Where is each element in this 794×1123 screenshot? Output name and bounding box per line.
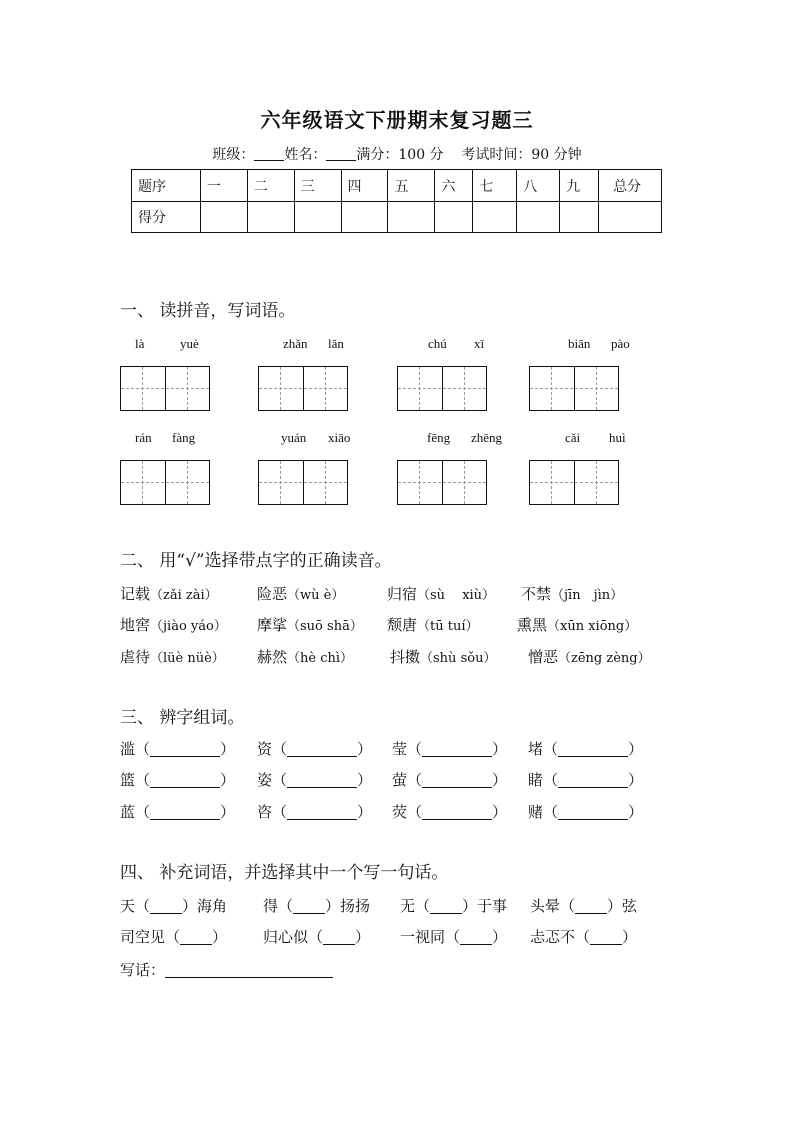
score-cell[interactable] [560, 202, 599, 233]
word-build-item[interactable]: 莹（ ） [392, 740, 508, 758]
header-cell: 题序 [132, 170, 201, 202]
header-cell: 二 [247, 170, 294, 202]
write-label: 写话： [120, 961, 166, 979]
writing-grid[interactable] [120, 366, 210, 411]
header-cell: 五 [388, 170, 435, 202]
header-cell: 四 [341, 170, 388, 202]
exam-time-label: 考试时间：90 分钟 [461, 147, 582, 163]
score-cell[interactable] [388, 202, 435, 233]
pinyin: lǎn [328, 336, 344, 351]
header-cell: 总分 [599, 170, 662, 202]
idiom-fill-item[interactable]: 司空见（ ） [120, 928, 228, 946]
reading-item[interactable]: 摩挲（suō shā） [257, 616, 363, 634]
pinyin: fēng [427, 430, 451, 445]
score-cell[interactable] [435, 202, 473, 233]
reading-item[interactable]: 归宿（sù xiù） [387, 585, 496, 603]
word-build-item[interactable]: 赌（ ） [528, 803, 644, 821]
write-line[interactable] [165, 962, 333, 978]
score-cell[interactable] [247, 202, 294, 233]
class-label: 班级： [212, 147, 255, 163]
page-title: 六年级语文下册期末复习题三 [260, 108, 534, 132]
score-cell[interactable] [517, 202, 560, 233]
idiom-fill-item[interactable]: 头晕（ ）弦 [530, 897, 638, 915]
reading-item[interactable]: 虐待（lüè nüè） [120, 648, 225, 666]
section1-heading: 一、 读拼音，写词语。 [120, 301, 296, 321]
idiom-fill-item[interactable]: 天（ ）海角 [120, 897, 228, 915]
class-blank[interactable] [254, 146, 284, 161]
reading-item[interactable]: 不禁（jīn jìn） [521, 585, 624, 603]
pinyin: xī [474, 336, 485, 351]
pinyin: yuán [281, 430, 307, 445]
student-info-line [0, 144, 794, 164]
word-build-item[interactable]: 蓝（ ） [120, 803, 236, 821]
score-row-label: 得分 [132, 202, 201, 233]
writing-grid[interactable] [258, 460, 348, 505]
writing-grid[interactable] [529, 460, 619, 505]
name-label: 姓名： [284, 147, 327, 163]
header-cell: 一 [200, 170, 247, 202]
pinyin: pào [611, 336, 630, 351]
pinyin: chú [428, 336, 447, 351]
score-table [131, 169, 662, 233]
pinyin: biān [568, 336, 591, 351]
writing-grid[interactable] [397, 366, 487, 411]
score-table-header-row [132, 170, 662, 202]
score-cell[interactable] [294, 202, 341, 233]
header-cell: 七 [473, 170, 517, 202]
word-build-item[interactable]: 睹（ ） [528, 771, 644, 789]
reading-item[interactable]: 地窖（jiào yáo） [120, 616, 227, 634]
word-build-item[interactable]: 滥（ ） [120, 740, 236, 758]
word-build-item[interactable]: 萤（ ） [392, 771, 508, 789]
pinyin: rán [135, 430, 152, 445]
idiom-fill-item[interactable]: 归心似（ ） [263, 928, 371, 946]
score-table-score-row [132, 202, 662, 233]
header-cell: 三 [294, 170, 341, 202]
score-cell[interactable] [599, 202, 662, 233]
pinyin: zhēng [471, 430, 503, 445]
word-build-item[interactable]: 篮（ ） [120, 771, 236, 789]
reading-item[interactable]: 记载（zǎi zài） [120, 585, 218, 603]
name-blank[interactable] [326, 146, 356, 161]
score-cell[interactable] [200, 202, 247, 233]
pinyin: huì [609, 430, 626, 445]
pinyin: xiāo [328, 430, 351, 445]
header-cell: 八 [517, 170, 560, 202]
word-build-item[interactable]: 姿（ ） [257, 771, 373, 789]
word-build-item[interactable]: 荧（ ） [392, 803, 508, 821]
pinyin: cǎi [565, 430, 581, 445]
writing-grid[interactable] [529, 366, 619, 411]
idiom-fill-item[interactable]: 一视同（ ） [400, 928, 508, 946]
writing-grid[interactable] [120, 460, 210, 505]
section2-heading: 二、 用“√”选择带点字的正确读音。 [120, 551, 392, 571]
idiom-fill-item[interactable]: 无（ ）于事 [400, 897, 508, 915]
reading-item[interactable]: 抖擞（shù sǒu） [390, 648, 497, 666]
score-cell[interactable] [341, 202, 388, 233]
word-build-item[interactable]: 咨（ ） [257, 803, 373, 821]
writing-grid[interactable] [258, 366, 348, 411]
reading-item[interactable]: 赫然（hè chì） [257, 648, 354, 666]
idiom-fill-item[interactable]: 得（ ）扬扬 [263, 897, 371, 915]
idiom-fill-item[interactable]: 忐忑不（ ） [530, 928, 638, 946]
reading-item[interactable]: 险恶（wù è） [257, 585, 345, 603]
header-cell: 六 [435, 170, 473, 202]
writing-grid[interactable] [397, 460, 487, 505]
section3-heading: 三、 辨字组词。 [120, 708, 245, 728]
pinyin: là [135, 336, 145, 351]
pinyin: yuè [180, 336, 199, 351]
pinyin: fàng [172, 430, 196, 445]
reading-item[interactable]: 熏黑（xūn xiōng） [517, 616, 638, 634]
header-cell: 九 [560, 170, 599, 202]
word-build-item[interactable]: 资（ ） [257, 740, 373, 758]
section4-heading: 四、 补充词语，并选择其中一个写一句话。 [120, 863, 449, 883]
reading-item[interactable]: 颓唐（tū tuí） [387, 616, 479, 634]
write-sentence[interactable] [120, 959, 333, 980]
full-score-label: 满分：100 分 [356, 147, 444, 163]
pinyin: zhǎn [283, 336, 308, 351]
word-build-item[interactable]: 堵（ ） [528, 740, 644, 758]
reading-item[interactable]: 憎恶（zēng zèng） [528, 648, 651, 666]
score-cell[interactable] [473, 202, 517, 233]
